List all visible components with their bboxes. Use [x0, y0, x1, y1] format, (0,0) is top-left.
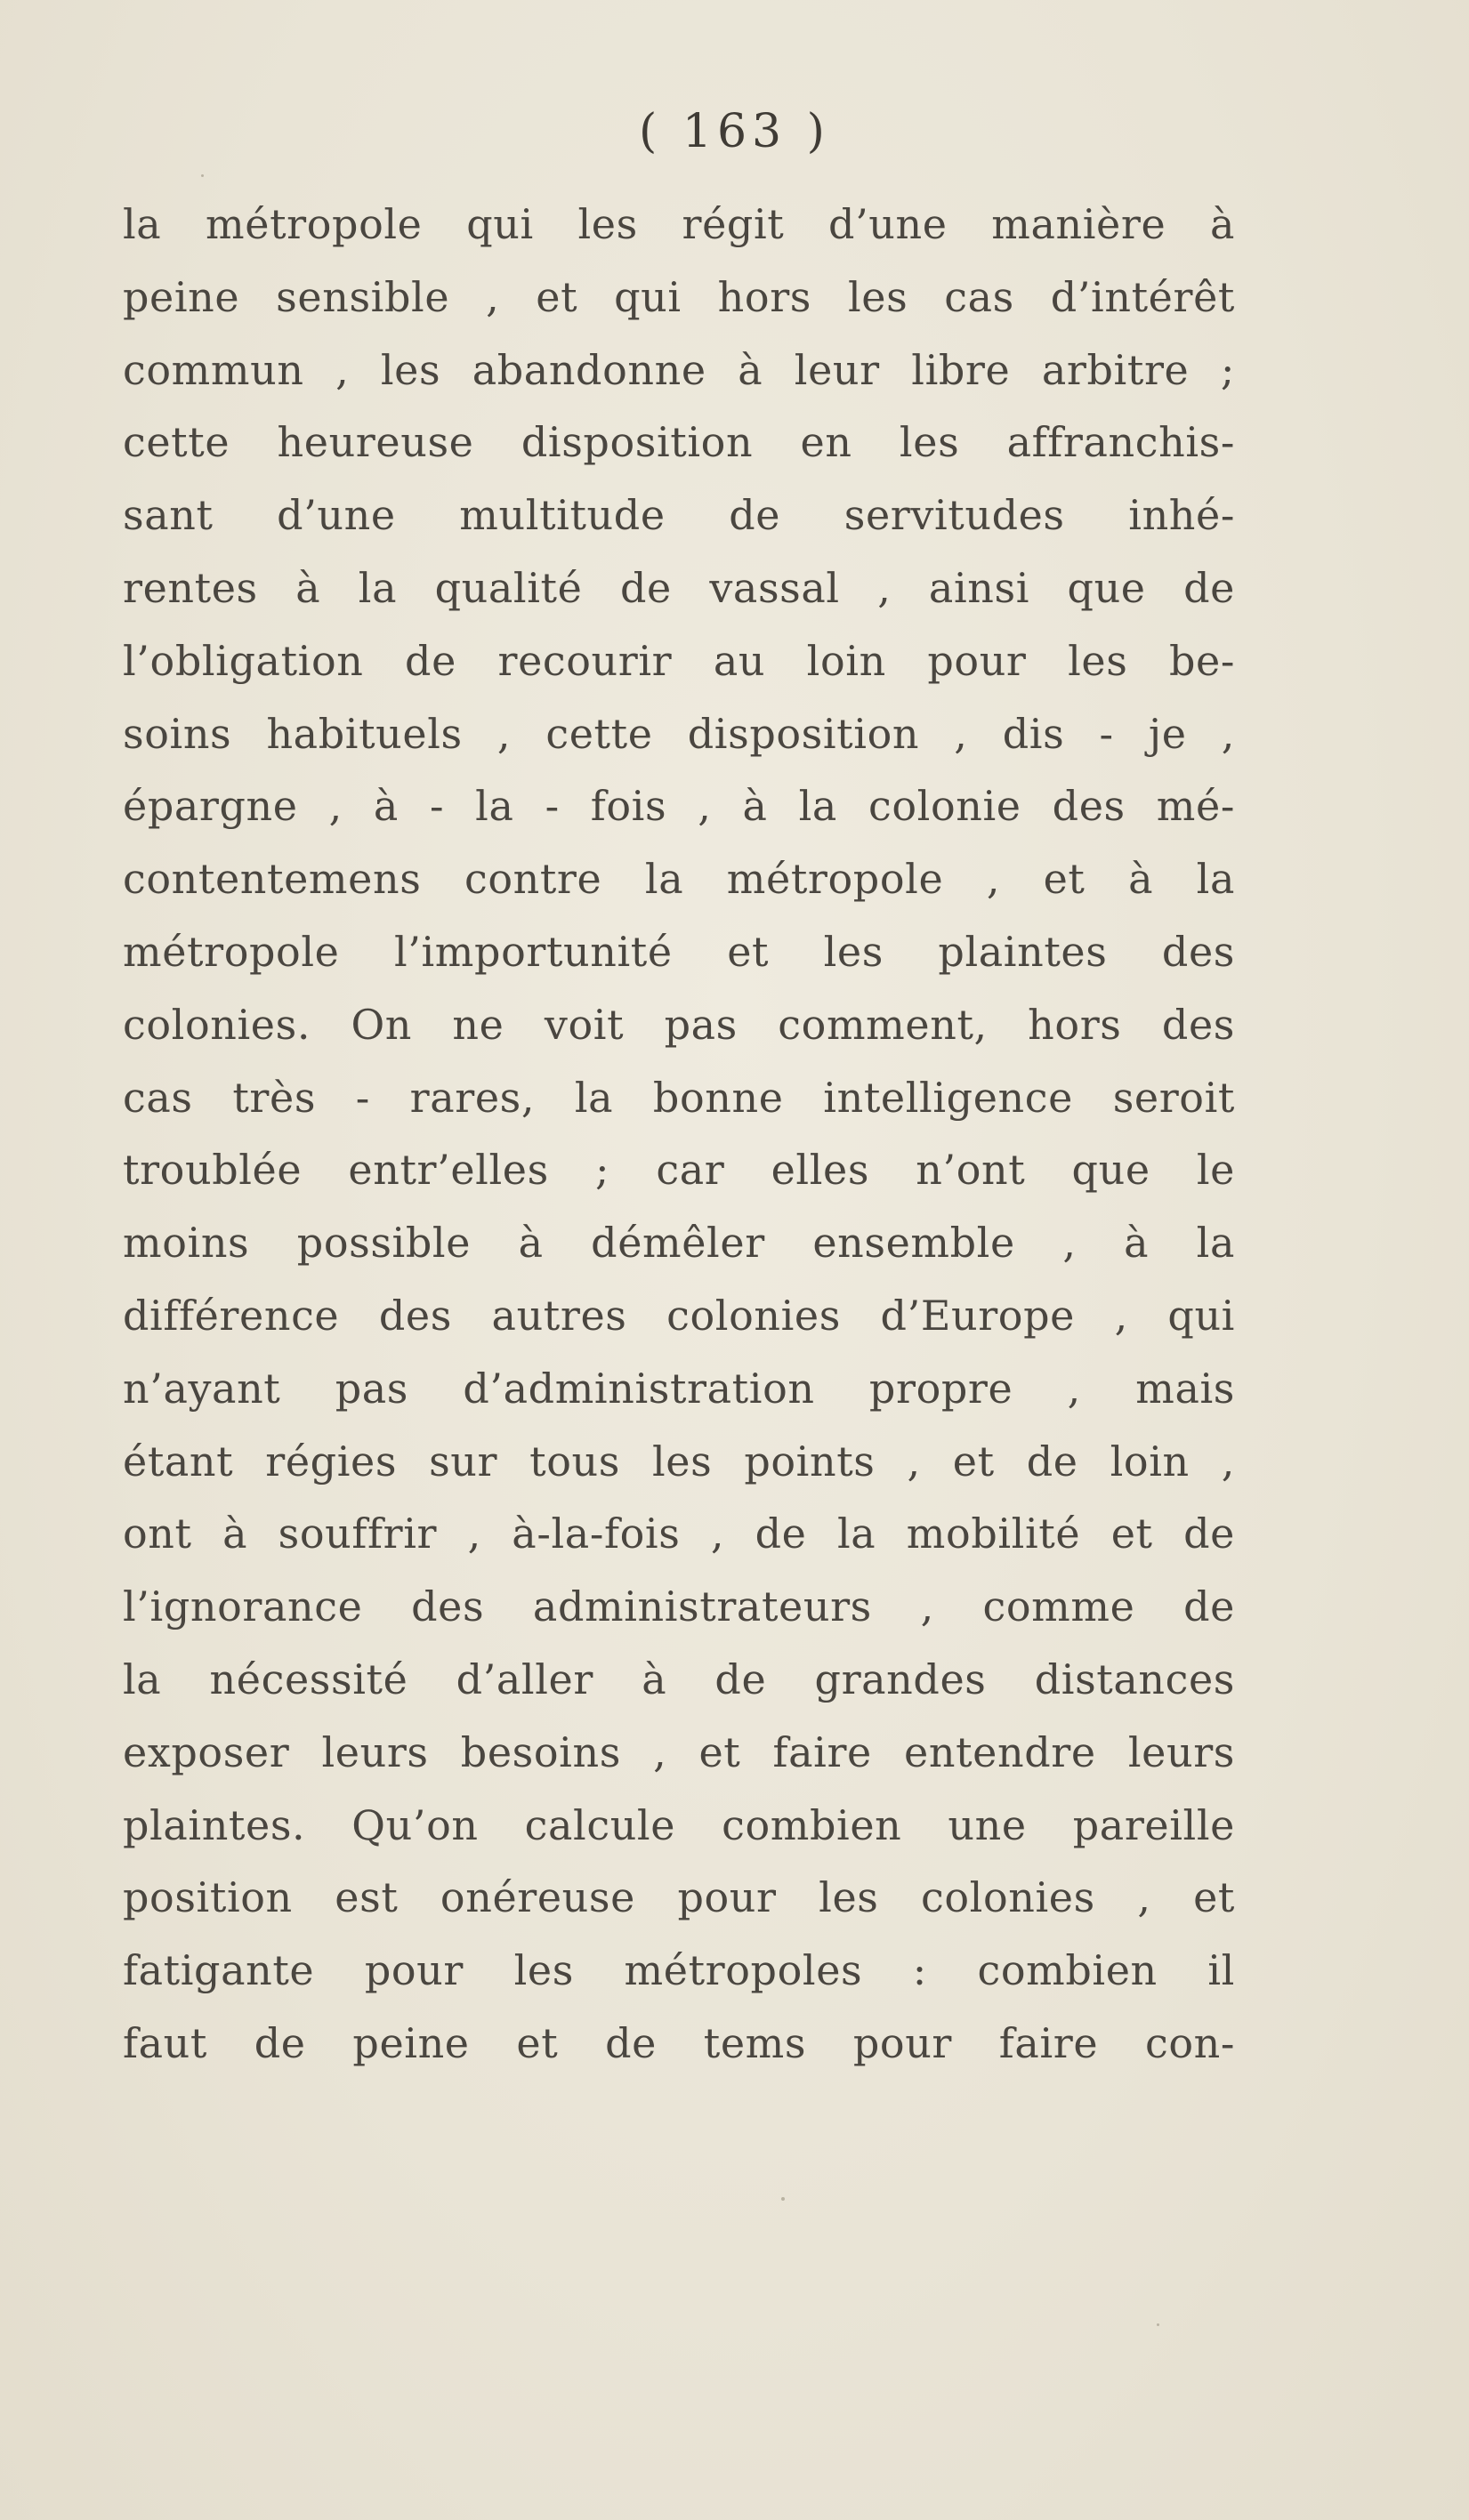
text-line: différence des autres colonies d’Europe , qui [123, 1291, 1235, 1340]
text-line: n’ayant pas d’administration propre , mais [123, 1364, 1235, 1413]
text-line: peine sensible , et qui hors les cas d’intérêt [123, 272, 1235, 321]
text-line: exposer leurs besoins , et faire entendre leurs [123, 1727, 1235, 1776]
paper-speck [781, 2197, 785, 2201]
paper-speck [1157, 2323, 1159, 2326]
text-line: cette heureuse disposition en les affranchis- [123, 418, 1235, 467]
text-line: faut de peine et de tems pour faire con- [123, 2018, 1235, 2067]
text-line: ont à souffrir , à-la-fois , de la mobilité et de [123, 1510, 1235, 1558]
text-line: épargne , à - la - fois , à la colonie des mé- [123, 782, 1235, 831]
text-line: position est onéreuse pour les colonies , et [123, 1873, 1235, 1922]
text-line: rentes à la qualité de vassal , ainsi que de [123, 563, 1235, 612]
text-line: commun , les abandonne à leur libre arbitre ; [123, 345, 1235, 394]
text-line: colonies. On ne voit pas comment, hors des [123, 1000, 1235, 1049]
body-text [123, 189, 1235, 2081]
text-line: contentemens contre la métropole , et à la [123, 855, 1235, 904]
text-line: moins possible à démêler ensemble , à la [123, 1219, 1235, 1268]
text-line: métropole l’importunité et les plaintes des [123, 927, 1235, 976]
text-line: cas très - rares, la bonne intelligence seroit [123, 1073, 1235, 1122]
text-line: l’obligation de recourir au loin pour les be- [123, 636, 1235, 685]
paper-speck [201, 174, 204, 177]
text-line: soins habituels , cette disposition , dis - je , [123, 709, 1235, 758]
text-line: fatigante pour les métropoles : combien il [123, 1946, 1235, 1995]
text-line: sant d’une multitude de servitudes inhé- [123, 491, 1235, 540]
text-line: troublée entr’elles ; car elles n’ont que le [123, 1146, 1235, 1195]
text-line: plaintes. Qu’on calcule combien une pareille [123, 1800, 1235, 1849]
page-number: ( 163 ) [639, 105, 830, 158]
text-line: la nécessité d’aller à de grandes distances [123, 1655, 1235, 1703]
text-line: l’ignorance des administrateurs , comme de [123, 1582, 1235, 1631]
text-line: la métropole qui les régit d’une manière à [123, 200, 1235, 248]
text-line: étant régies sur tous les points , et de loin , [123, 1437, 1235, 1485]
